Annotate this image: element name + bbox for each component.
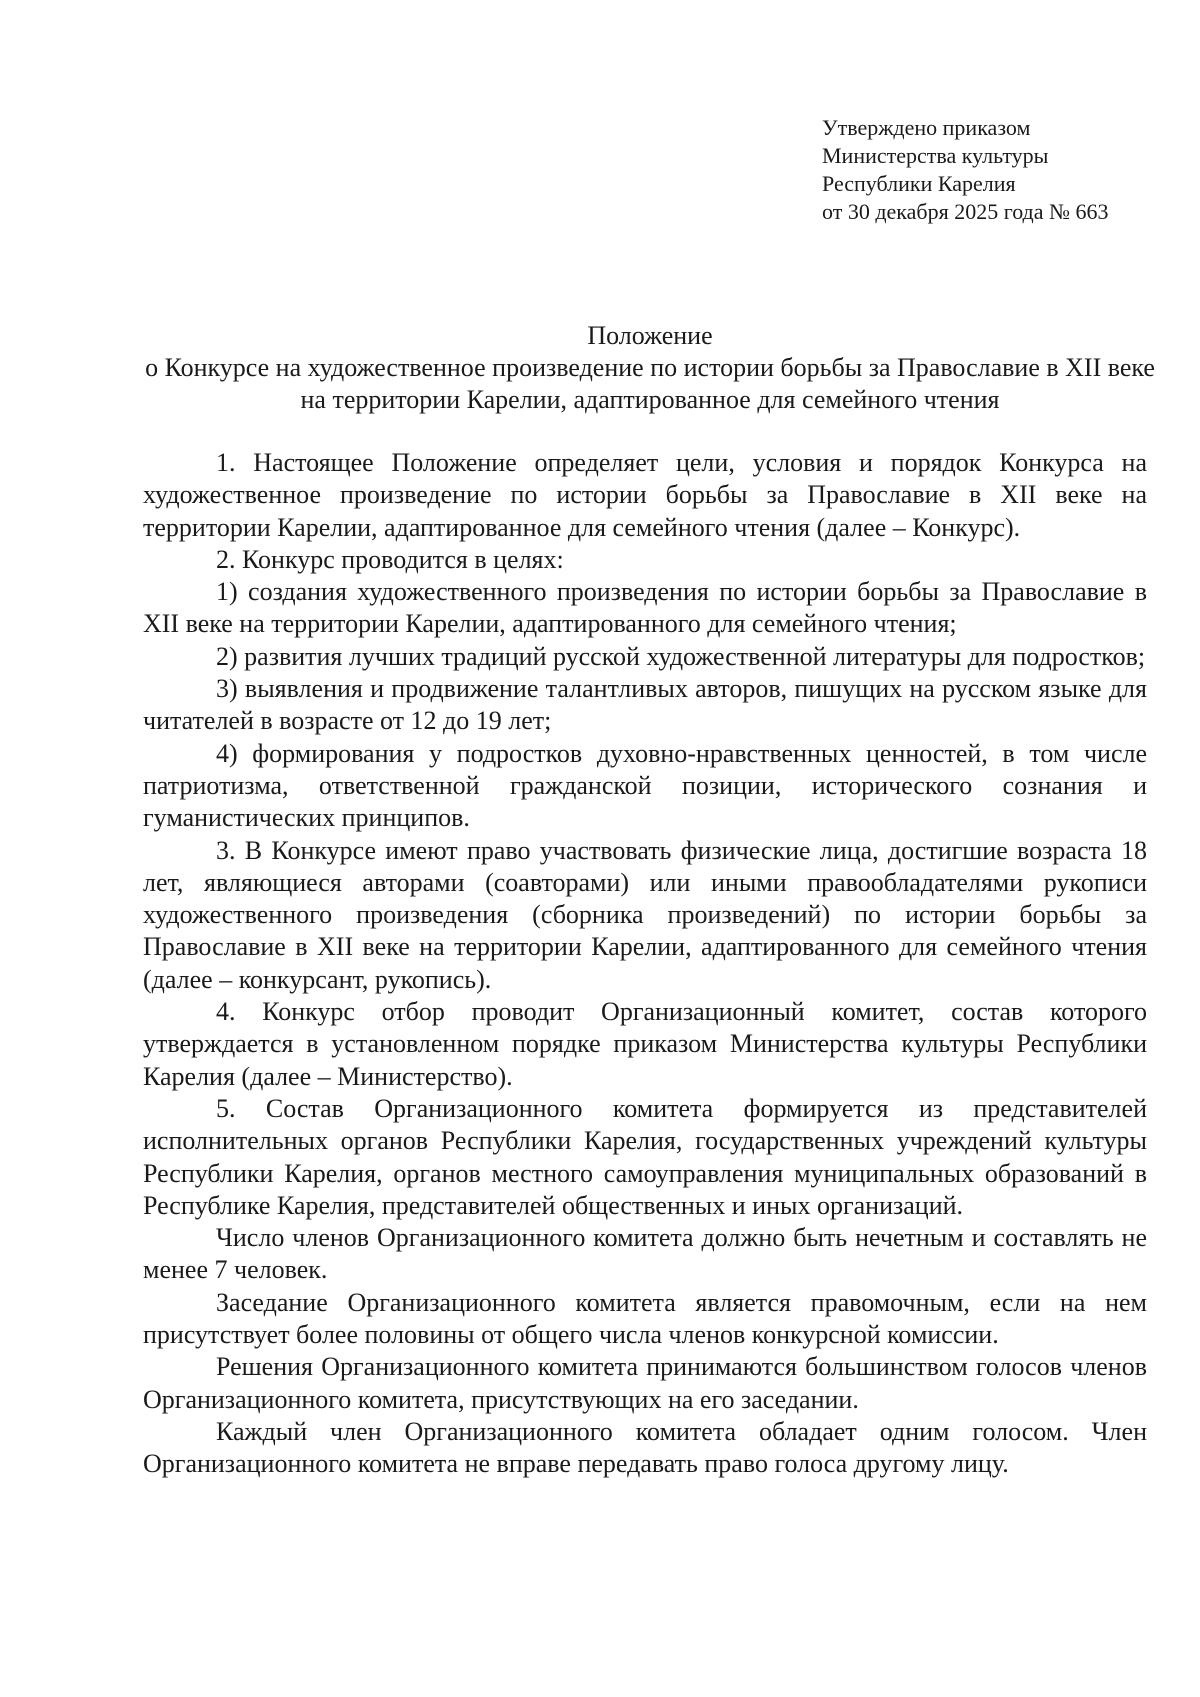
paragraph: Число членов Организационного комитета должно быть нечетным и составлять не менее 7 человек. [143, 1223, 1147, 1285]
paragraph: 3. В Конкурсе имеют право участвовать физические лица, достигшие возраста 18 лет, являющиеся авторами (соавторами) или иными правообладателями рукописи художественного произведения (сборника произведений) по истории борьбы за Православие в XII веке на территории Карелии, адаптированного для семейного чтения (далее – конкурсант, рукопись). [143, 835, 1147, 994]
document-title [140, 320, 1160, 416]
paragraph: Решения Организационного комитета принимаются большинством голосов членов Организационного комитета, присутствующих на его заседании. [143, 1352, 1147, 1414]
paragraph: Заседание Организационного комитета является правомочным, если на нем присутствует более половины от общего числа членов конкурсной комиссии. [143, 1287, 1147, 1350]
paragraph: 2. Конкурс проводится в целях: [216, 544, 564, 574]
approval-line: Республики Карелия [822, 171, 1016, 196]
approval-line: от 30 декабря 2025 года № 663 [822, 199, 1109, 224]
paragraph: 4) формирования у подростков духовно-нравственных ценностей, в том числе патриотизма, ответственной гражданской позиции, исторического сознания и гуманистических принципов. [143, 738, 1147, 833]
title-name: Положение [587, 321, 713, 350]
paragraph: Каждый член Организационного комитета обладает одним голосом. Член Организационного комитета не вправе передавать право голоса другому лицу. [143, 1416, 1147, 1479]
paragraph: 1. Настоящее Положение определяет цели, условия и порядок Конкурса на художественное произведение по истории борьбы за Православие в XII веке на территории Карелии, адаптированное для семейного чтения (далее – Конкурс). [143, 448, 1147, 542]
paragraph: 1) создания художественного произведения по истории борьбы за Православие в XII веке на территории Карелии, адаптированного для семейного чтения; [143, 577, 1147, 639]
paragraph: 4. Конкурс отбор проводит Организационный комитет, состав которого утверждается в установленном порядке приказом Министерства культуры Республики Карелия (далее – Министерство). [143, 997, 1147, 1091]
approval-line: Утверждено приказом [822, 115, 1031, 140]
approval-line: Министерства культуры [822, 143, 1049, 168]
paragraph: 2) развития лучших традиций русской художественной литературы для подростков; [216, 641, 1146, 671]
paragraph: 5. Состав Организационного комитета формируется из представителей исполнительных органов Республики Карелия, государственных учреждений культуры Республики Карелия, органов местного самоуправления муниципальных образований в Республике Карелия, представителей общественных и иных организаций. [143, 1093, 1147, 1220]
approval-stamp [822, 114, 1109, 226]
document-body [143, 447, 1147, 1481]
paragraph: 3) выявления и продвижение талантливых авторов, пишущих на русском языке для читателей в возрасте от 12 до 19 лет; [143, 674, 1147, 736]
title-subtitle: о Конкурсе на художественное произведение по истории борьбы за Православие в XII веке на территории Карелии, адаптированное для семейного чтения [145, 353, 1155, 414]
